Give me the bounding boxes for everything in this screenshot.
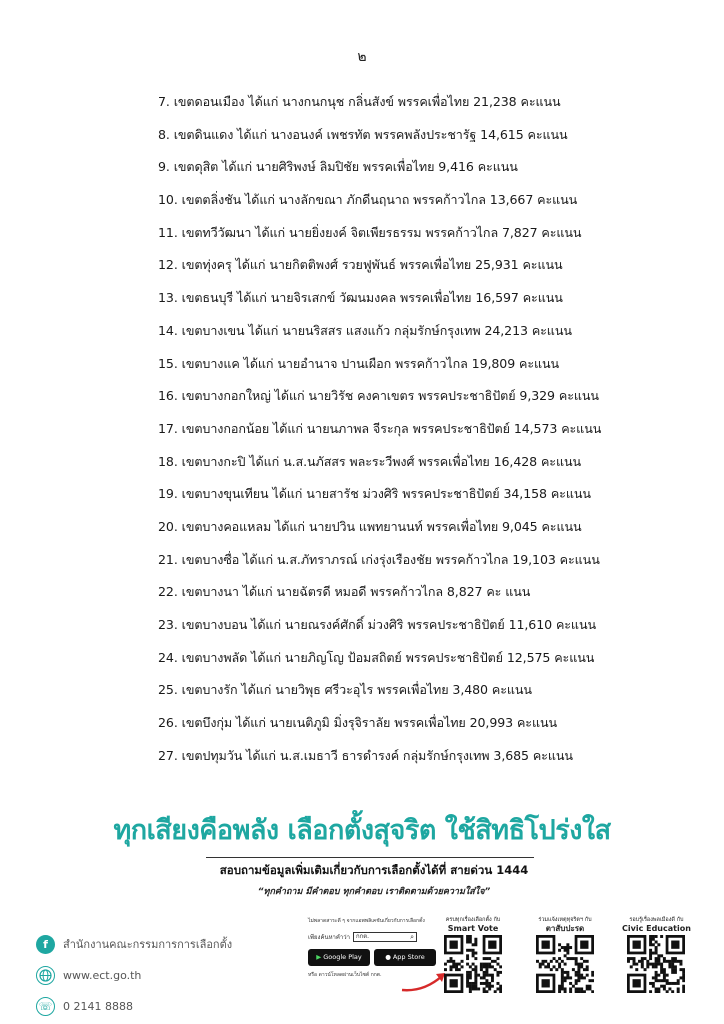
qr-title: Smart Vote bbox=[447, 924, 499, 933]
download-note: หรือ ดาวน์โหลดผ่านเว็บไซต์ กกต. bbox=[308, 972, 382, 978]
divider bbox=[206, 857, 534, 858]
qr-civic-education bbox=[622, 917, 691, 993]
app-store-label: App Store bbox=[392, 953, 425, 961]
qr-caption: ครบทุกเรื่องเลือกตั้ง กับ bbox=[445, 917, 501, 923]
globe-icon bbox=[36, 966, 55, 985]
result-item: 8. เขตดินแดง ได้แก่ นางอนงค์ เพชรทัต พรรคพลังประชารัฐ 14,615 คะแนน bbox=[158, 126, 568, 142]
slogan: ทุกเสียงคือพลัง เลือกตั้งสุจริต ใช้สิทธิโปร่งใส bbox=[113, 815, 611, 846]
qr-code-icon[interactable] bbox=[536, 935, 594, 993]
result-item: 21. เขตบางซื่อ ได้แก่ น.ส.ภัทราภรณ์ เก่งรุ่งเรืองชัย พรรคก้าวไกล 19,103 คะแนน bbox=[158, 551, 600, 567]
contact-office bbox=[36, 930, 232, 958]
result-item: 24. เขตบางพลัด ได้แก่ นายภิญโญ ป้อมสถิตย์ พรรคประชาธิปัตย์ 12,575 คะแนน bbox=[158, 649, 595, 665]
store-badges bbox=[308, 949, 442, 966]
page-number: ๒ bbox=[357, 49, 367, 65]
hotline-text: สอบถามข้อมูลเพิ่มเติมเกี่ยวกับการเลือกตั้งได้ที่ สายด่วน 1444 bbox=[219, 863, 529, 877]
phone-icon: ☏ bbox=[36, 997, 55, 1016]
result-item: 27. เขตปทุมวัน ได้แก่ น.ส.เมธาวี ธารดำรงค์ กลุ่มรักษ์กรุงเทพ 3,685 คะแนน bbox=[158, 747, 573, 763]
result-item: 14. เขตบางเขน ได้แก่ นายนริสสร แสงแก้ว กลุ่มรักษ์กรุงเทพ 24,213 คะแนน bbox=[158, 322, 572, 338]
result-item: 18. เขตบางกะปิ ได้แก่ น.ส.นภัสสร พละระวีพงศ์ พรรคเพื่อไทย 16,428 คะแนน bbox=[158, 453, 582, 469]
result-item: 25. เขตบางรัก ได้แก่ นายวิพุธ ศรีวะอุไร พรรคเพื่อไทย 3,480 คะแนน bbox=[158, 682, 532, 698]
result-item: 13. เขตธนบุรี ได้แก่ นายจิรเสกข์ วัฒนมงคล พรรคเพื่อไทย 16,597 คะแนน bbox=[158, 290, 563, 306]
facebook-icon: f bbox=[36, 935, 55, 954]
qr-code-icon[interactable] bbox=[627, 935, 685, 993]
contact-website[interactable] bbox=[36, 961, 232, 989]
app-store-badge[interactable] bbox=[374, 949, 436, 966]
result-item: 22. เขตบางนา ได้แก่ นายฉัตรดี หมอดี พรรคก้าวไกล 8,827 คะ แนน bbox=[158, 584, 531, 600]
search-box bbox=[353, 932, 417, 942]
result-item: 12. เขตทุ่งครุ ได้แก่ นายกิตติพงศ์ รวยฟูพันธ์ พรรคเพื่อไทย 25,931 คะแนน bbox=[158, 257, 563, 273]
qr-title: ตาสับปะรด bbox=[545, 924, 585, 933]
google-play-label: Google Play bbox=[323, 953, 362, 961]
result-item: 17. เขตบางกอกน้อย ได้แก่ นายนภาพล จีระกุล พรรคประชาธิปัตย์ 14,573 คะแนน bbox=[158, 420, 602, 436]
qr-title: Civic Education bbox=[622, 924, 691, 933]
result-item: 10. เขตตลิ่งชัน ได้แก่ นางลักขณา ภักดีนฤนาถ พรรคก้าวไกล 13,667 คะแนน bbox=[158, 192, 578, 208]
results-list bbox=[158, 91, 698, 777]
apple-icon: ● bbox=[385, 953, 391, 961]
qr-code-icon[interactable] bbox=[444, 935, 502, 993]
contact-list bbox=[36, 930, 232, 1023]
quote-text: “ทุกคำถาม มีคำตอบ ทุกคำตอบ เราติดตามด้วยความใส่ใจ” bbox=[257, 887, 491, 897]
search-row bbox=[308, 931, 442, 943]
google-play-badge[interactable] bbox=[308, 949, 370, 966]
search-label: เพียงค้นหาคำว่า bbox=[308, 934, 351, 941]
search-icon: ⌕ bbox=[410, 933, 415, 941]
result-item: 19. เขตบางขุนเทียน ได้แก่ นายสารัช ม่วงศิริ พรรคประชาธิปัตย์ 34,158 คะแนน bbox=[158, 486, 591, 502]
result-item: 15. เขตบางแค ได้แก่ นายอำนาจ ปานเผือก พรรคก้าวไกล 19,809 คะแนน bbox=[158, 355, 560, 371]
contact-phone bbox=[36, 992, 232, 1020]
qr-whistle bbox=[536, 917, 594, 993]
phone-number: 0 2141 8888 bbox=[63, 999, 133, 1013]
search-value: กกต. bbox=[356, 933, 370, 940]
result-item: 23. เขตบางบอน ได้แก่ นายณรงค์ศักดิ์ ม่วงศิริ พรรคประชาธิปัตย์ 11,610 คะแนน bbox=[158, 617, 596, 632]
store-caption: ไม่พลาดสาระดี ๆ จากแอพพลิเคชันเกี่ยวกับการเลือกตั้ง bbox=[308, 918, 425, 924]
play-icon: ▶ bbox=[316, 953, 322, 961]
website-link[interactable]: www.ect.go.th bbox=[63, 968, 142, 982]
qr-smart-vote bbox=[444, 917, 502, 993]
qr-caption: รอบรู้เรื่องพลเมืองดี กับ bbox=[629, 917, 684, 923]
result-item: 7. เขตดอนเมือง ได้แก่ นางกนกนุช กลิ่นสังข์ พรรคเพื่อไทย 21,238 คะแนน bbox=[158, 94, 561, 109]
result-item: 20. เขตบางคอแหลม ได้แก่ นายปวิน แพทยานนท์ พรรคเพื่อไทย 9,045 คะแนน bbox=[158, 518, 582, 534]
office-name: สำนักงานคณะกรรมการการเลือกตั้ง bbox=[63, 938, 233, 951]
result-item: 16. เขตบางกอกใหญ่ ได้แก่ นายวิรัช คงคาเขตร พรรคประชาธิปัตย์ 9,329 คะแนน bbox=[158, 388, 599, 404]
result-item: 26. เขตบึงกุ่ม ได้แก่ นายเนติภูมิ มิ่งรุจิราลัย พรรคเพื่อไทย 20,993 คะแนน bbox=[158, 715, 557, 731]
result-item: 11. เขตทวีวัฒนา ได้แก่ นายยิ่งยงค์ จิตเพียรธรรม พรรคก้าวไกล 7,827 คะแนน bbox=[158, 224, 582, 240]
result-item: 9. เขตดุสิต ได้แก่ นายศิริพงษ์ ลิมปิชัย พรรคเพื่อไทย 9,416 คะแนน bbox=[158, 159, 518, 175]
arrow-icon bbox=[398, 968, 450, 994]
qr-caption: ร่วมแจ้งเหตุทุจริตฯ กับ bbox=[538, 917, 592, 923]
